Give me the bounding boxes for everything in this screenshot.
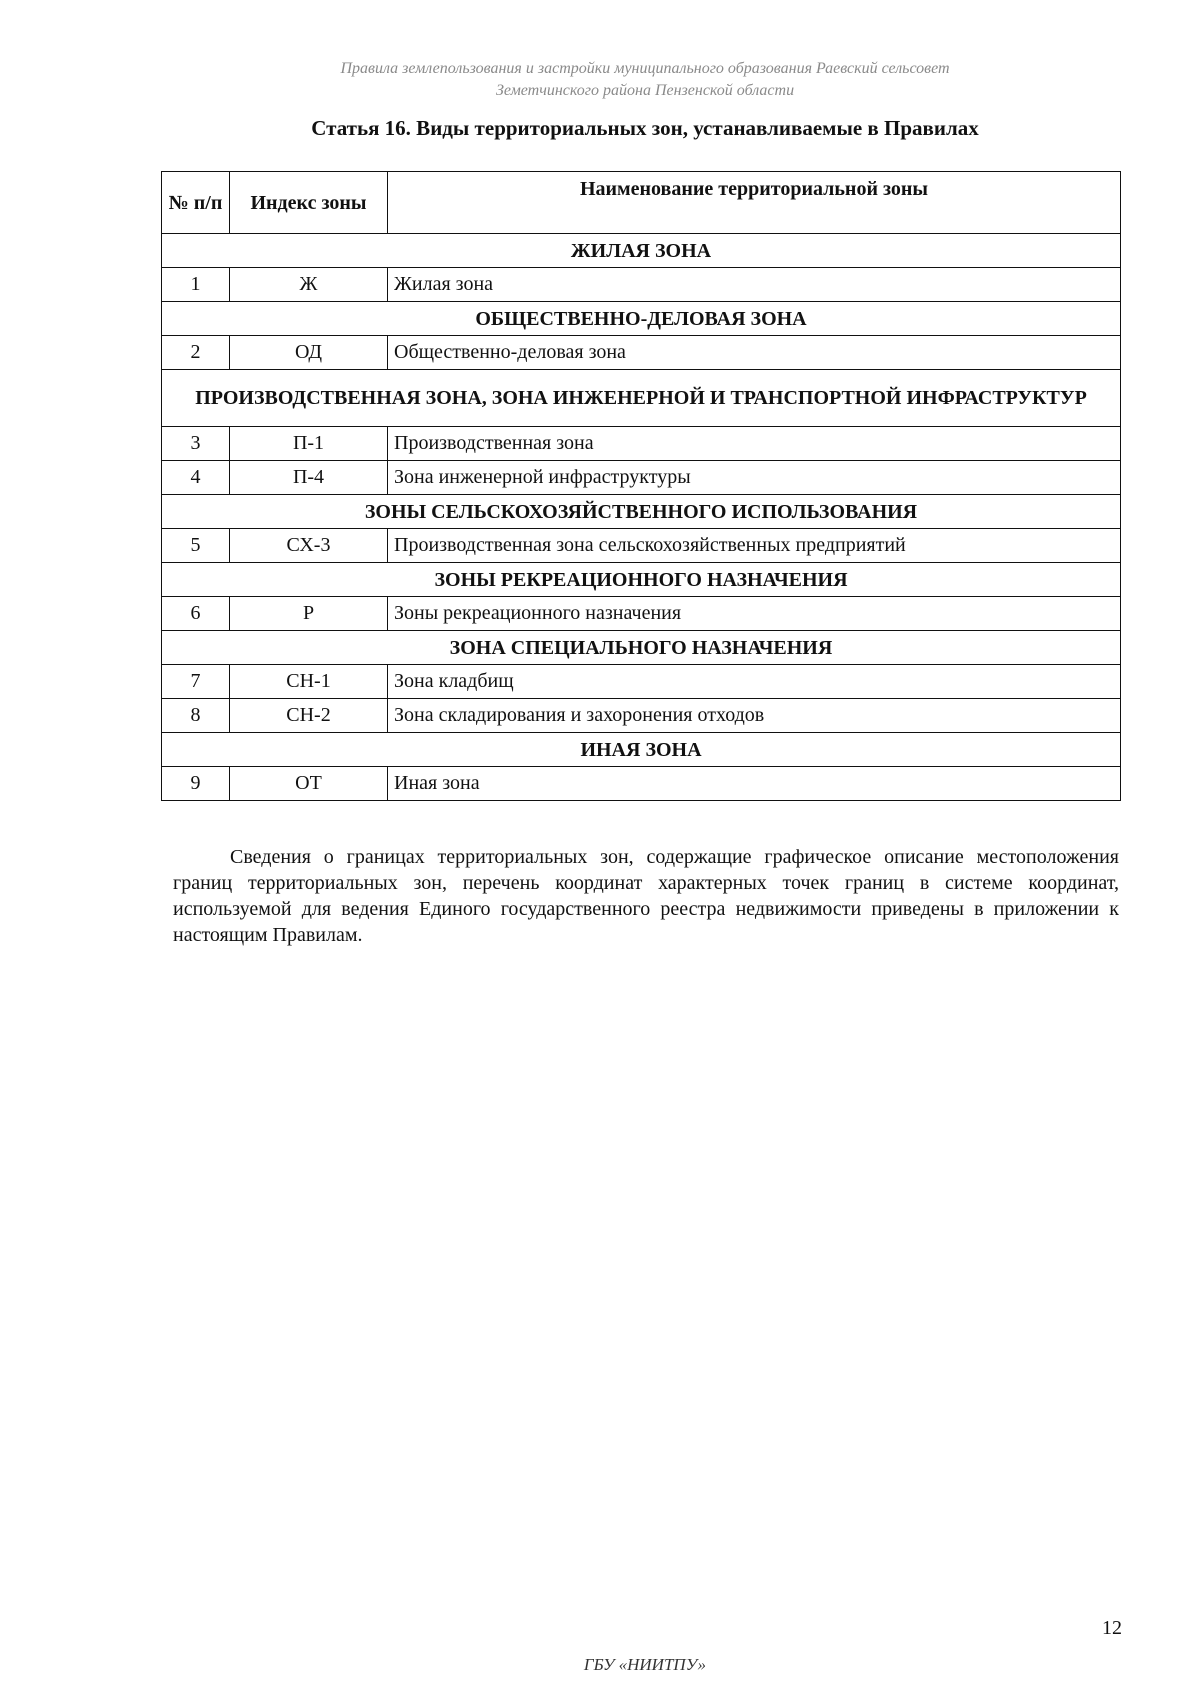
zones-table-body — [162, 234, 1121, 801]
group-row — [162, 631, 1121, 665]
zone-name: Зона инженерной инфраструктуры — [388, 461, 1121, 495]
zone-name: Производственная зона — [388, 427, 1121, 461]
body-paragraph: Сведения о границах территориальных зон, содержащие графическое описание местоположения границ территориальных зон, перечень координат характерных точек границ в системе координат, используемой для ведения Единого государственного реестра недвижимости приведены в приложении к настоящим Правилам. — [173, 846, 1119, 946]
row-number: 6 — [162, 597, 230, 631]
group-title: ЗОНЫ РЕКРЕАЦИОННОГО НАЗНАЧЕНИЯ — [162, 563, 1121, 597]
zone-name: Зона складирования и захоронения отходов — [388, 699, 1121, 733]
table-row — [162, 597, 1121, 631]
group-title: ЖИЛАЯ ЗОНА — [162, 234, 1121, 268]
table-header-row — [162, 172, 1121, 234]
table-row — [162, 268, 1121, 302]
zone-name: Жилая зона — [388, 268, 1121, 302]
group-title: ЗОНЫ СЕЛЬСКОХОЗЯЙСТВЕННОГО ИСПОЛЬЗОВАНИЯ — [162, 495, 1121, 529]
zones-table — [161, 171, 1121, 801]
table-row — [162, 461, 1121, 495]
zone-name: Производственная зона сельскохозяйственных предприятий — [388, 529, 1121, 563]
table-row — [162, 767, 1121, 801]
group-title: ЗОНА СПЕЦИАЛЬНОГО НАЗНАЧЕНИЯ — [162, 631, 1121, 665]
row-number: 5 — [162, 529, 230, 563]
zone-index: Р — [230, 597, 388, 631]
row-number: 3 — [162, 427, 230, 461]
table-row — [162, 529, 1121, 563]
header-index: Индекс зоны — [230, 172, 388, 234]
row-number: 7 — [162, 665, 230, 699]
header-line-2: Земетчинского района Пензенской области — [495, 82, 795, 99]
zone-index: СН-1 — [230, 665, 388, 699]
table-row — [162, 699, 1121, 733]
zone-name: Общественно-деловая зона — [388, 336, 1121, 370]
zone-name: Зоны рекреационного назначения — [388, 597, 1121, 631]
zone-index: П-4 — [230, 461, 388, 495]
group-row — [162, 302, 1121, 336]
zone-name: Зона кладбищ — [388, 665, 1121, 699]
zone-index: СХ-3 — [230, 529, 388, 563]
zone-index: П-1 — [230, 427, 388, 461]
article-title: Статья 16. Виды территориальных зон, устанавливаемые в Правилах — [311, 116, 979, 140]
group-title: ОБЩЕСТВЕННО-ДЕЛОВАЯ ЗОНА — [162, 302, 1121, 336]
group-row — [162, 733, 1121, 767]
group-row — [162, 563, 1121, 597]
zone-name: Иная зона — [388, 767, 1121, 801]
row-number: 9 — [162, 767, 230, 801]
row-number: 2 — [162, 336, 230, 370]
row-number: 8 — [162, 699, 230, 733]
zone-index: Ж — [230, 268, 388, 302]
row-number: 4 — [162, 461, 230, 495]
group-row — [162, 370, 1121, 427]
zone-index: ОТ — [230, 767, 388, 801]
group-title: ИНАЯ ЗОНА — [162, 733, 1121, 767]
table-row — [162, 427, 1121, 461]
footer: ГБУ «НИИТПУ» — [583, 1655, 707, 1674]
zone-index: СН-2 — [230, 699, 388, 733]
running-header — [0, 58, 1200, 102]
header-num: № п/п — [162, 172, 230, 234]
header-name: Наименование территориальной зоны — [388, 172, 1121, 234]
group-title: ПРОИЗВОДСТВЕННАЯ ЗОНА, ЗОНА ИНЖЕНЕРНОЙ И ТРАНСПОРТНОЙ ИНФРАСТРУКТУР — [162, 370, 1121, 427]
table-row — [162, 665, 1121, 699]
group-row — [162, 234, 1121, 268]
group-row — [162, 495, 1121, 529]
page-number: 12 — [1102, 1617, 1122, 1639]
row-number: 1 — [162, 268, 230, 302]
zone-index: ОД — [230, 336, 388, 370]
header-line-1: Правила землепользования и застройки муниципального образования Раевский сельсовет — [340, 60, 950, 77]
table-row — [162, 336, 1121, 370]
